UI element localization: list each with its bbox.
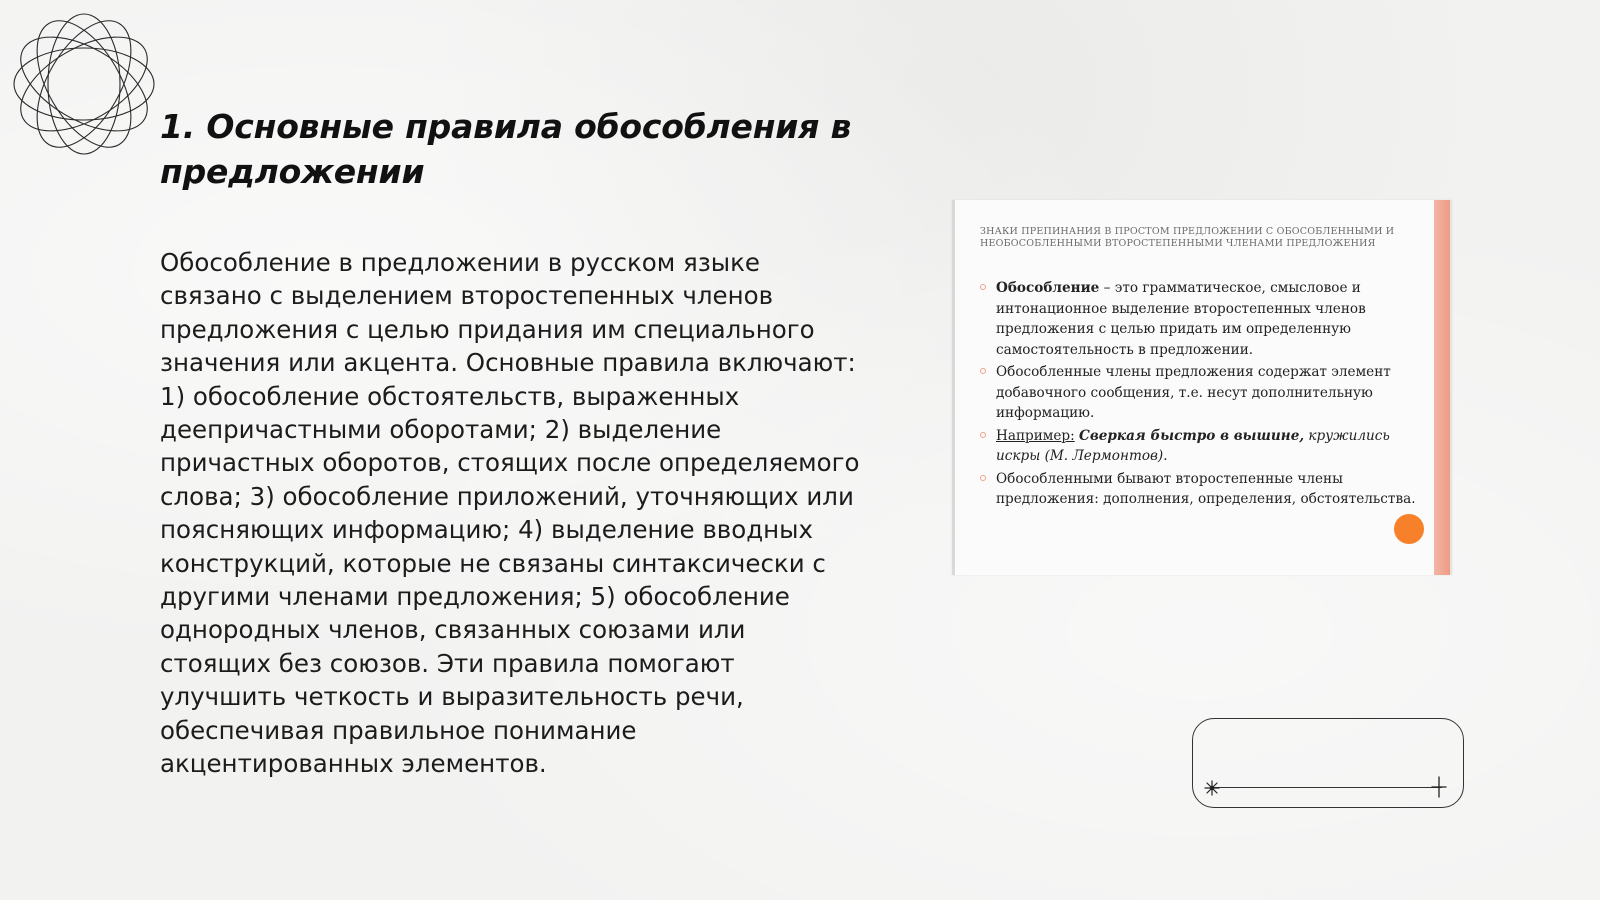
list-item [980, 278, 1420, 360]
embed-heading: ЗНАКИ ПРЕПИНАНИЯ В ПРОСТОМ ПРЕДЛОЖЕНИИ С ОБОСОБЛЕННЫМИ И НЕОБОСОБЛЕННЫМИ ВТОРОСТЕПЕННЫМИ ЧЛЕНАМИ ПРЕДЛОЖЕНИЯ [980, 226, 1395, 249]
example-label: Например: [996, 427, 1075, 444]
list-item [980, 426, 1420, 467]
embed-bullet-list [980, 278, 1420, 512]
bullet-circle-icon [980, 284, 986, 290]
item-text: – это грамматическое, смысловое и интонационное выделение второстепенных членов предложения с целью придать им определенную самостоятельность в предложении. [996, 280, 1366, 358]
item-text: Обособленными бывают второстепенные члены предложения: дополнения, определения, обстоятельства. [996, 470, 1416, 507]
bullet-circle-icon [980, 432, 986, 438]
bullet-circle-icon [980, 475, 986, 481]
cross-sparkle-icon [1430, 776, 1448, 798]
list-item [980, 469, 1420, 510]
slide-body-text: Обособление в предложении в русском языке связано с выделением второстепенных членов предложения с целью придания им специального значения или акцента. Основные правила включают: 1) обособление обстоятельств, выраженных деепричастными оборотами; 2) выделение причастных оборотов, стоящих после определяемого слова; 3) обособление приложений, уточняющих или поясняющих информацию; 4) выделение вводных конструкций, которые не связаны синтаксически с другими членами предложения; 5) обособление однородных членов, связанных союзами или стоящих без союзов. Эти правила помогают улучшить четкость и выразительность речи, обеспечивая правильное понимание акцентированных элементов. [160, 248, 860, 779]
item-text: Обособленные члены предложения содержат элемент добавочного сообщения, т.е. несут дополнительную информацию. [996, 364, 1391, 421]
term-bold: Обособление [996, 280, 1100, 296]
embedded-slide-image [952, 200, 1452, 575]
decorative-frame [1192, 718, 1464, 808]
example-bold-text: Сверкая быстро в вышине, [1079, 427, 1305, 444]
embed-accent-band [1434, 200, 1450, 575]
embed-right-edge [1450, 200, 1452, 575]
decorative-line [1212, 787, 1442, 788]
orange-dot-icon [1394, 514, 1424, 544]
embed-left-rule [952, 200, 955, 575]
circular-rosette-icon [8, 8, 160, 160]
bullet-circle-icon [980, 368, 986, 374]
sparkle-star-icon [1204, 780, 1220, 796]
list-item [980, 362, 1420, 424]
example-italic-text: кружились искры (М. Лермонтов). [996, 427, 1390, 464]
slide-title: 1. Основные правила обособления в предложении [160, 107, 852, 191]
